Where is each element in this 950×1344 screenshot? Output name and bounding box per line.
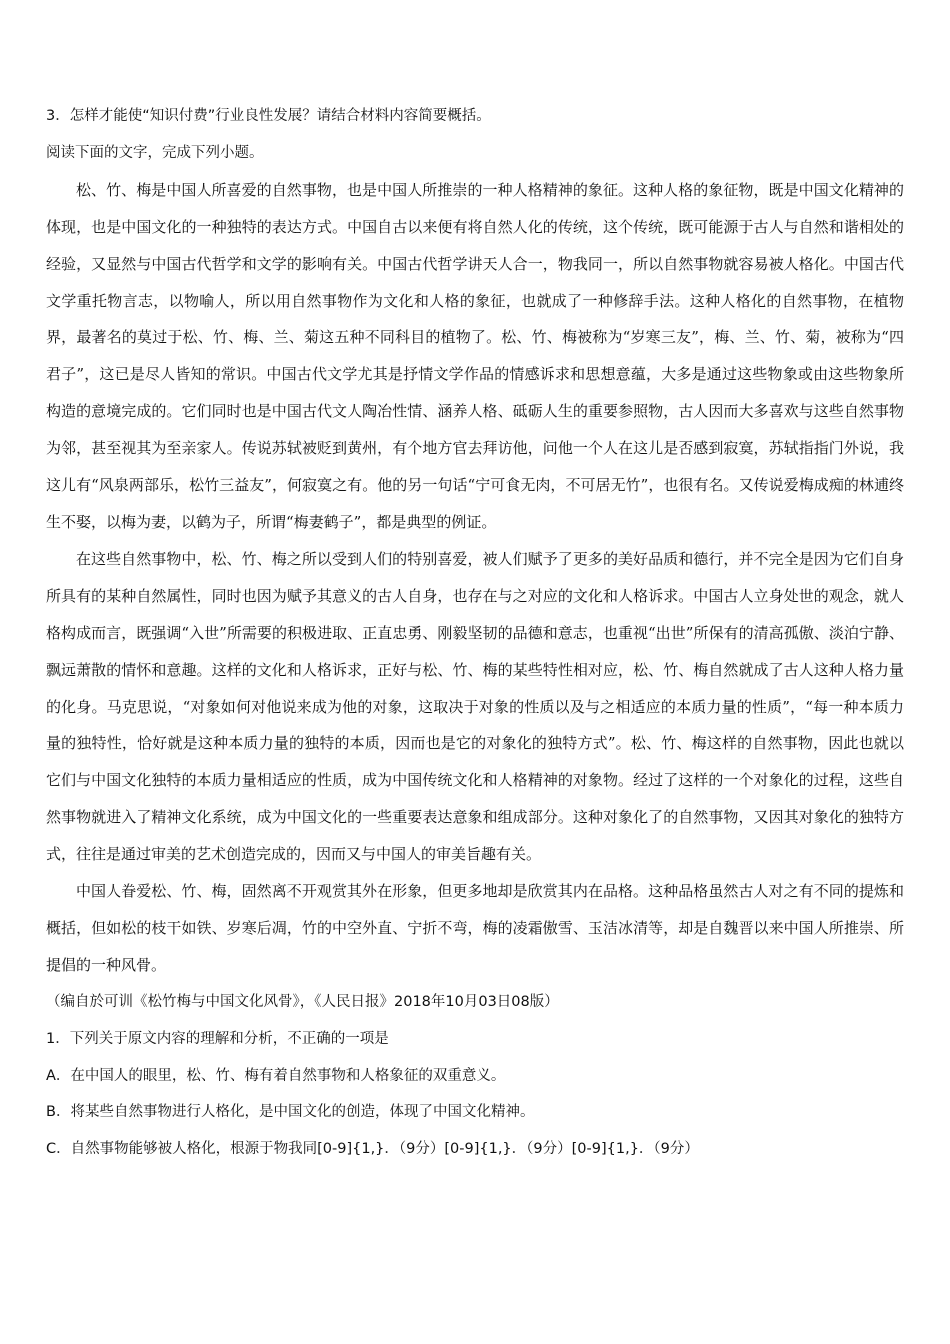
question-3: 3．怎样才能使“知识付费”行业良性发展？请结合材料内容简要概括。 bbox=[46, 108, 491, 124]
question-1-stem: 1．下列关于原文内容的理解和分析，不正确的一项是 bbox=[46, 1030, 389, 1047]
article-source: （编自於可训《松竹梅与中国文化风骨》，《人民日报》2018年10月03日08版） bbox=[46, 993, 559, 1010]
article-paragraph-3: 中国人眷爱松、竹、梅，固然离不开观赏其外在形象，但更多地却是欣赏其内在品格。这种品格虽然古人对之有不同的提炼和概括，但如松的枝干如铁、岁寒后凋，竹的中空外直、宁折不弯，梅的凌霜傲雪、玉洁冰清等，却是自魏晋以来中国人所推崇、所提倡的一种风骨。 bbox=[46, 882, 904, 974]
reading-instruction: 阅读下面的文字，完成下列小题。 bbox=[46, 144, 264, 161]
question-1-option-c: C．自然事物能够被人格化，根源于物我同[0-9]{1,}．（9分）[0-9]{1,}．（9分）[0-9]{1,}．（9分） bbox=[46, 1141, 699, 1158]
article-paragraph-2: 在这些自然事物中，松、竹、梅之所以受到人们的特别喜爱，被人们赋予了更多的美好品质和德行，并不完全是因为它们自身所具有的某种自然属性，同时也因为赋予其意义的古人自身，也存在与之对应的文化和人格诉求。中国古人立身处世的观念，就人格构成而言，既强调“入世”所需要的积极进取、正直忠勇、刚毅坚韧的品德和意志，也重视“出世”所保有的清高孤傲、淡泊宁静、飘远萧散的情怀和意趣。这样的文化和人格诉求，正好与松、竹、梅的某些特性相对应，松、竹、梅自然就成了古人这种人格力量的化身。马克思说，“对象如何对他说来成为他的对象，这取决于对象的性质以及与之相适应的本质力量的性质”，“每一种本质力量的独特性，恰好就是这种本质力量的独特的本质，因而也是它的对象化的独特方式”。松、竹、梅这样的自然事物，因此也就以它们与中国文化独特的本质力量相适应的性质，成为中国传统文化和人格精神的对象物。经过了这样的一个对象化的过程，这些自然事物就进入了精神文化系统，成为中国文化的一些重要表达意象和组成部分。这种对象化了的自然事物，又因其对象化的独特方式，往往是通过审美的艺术创造完成的，因而又与中国人的审美旨趣有关。 bbox=[46, 549, 904, 864]
question-1-option-a: A．在中国人的眼里，松、竹、梅有着自然事物和人格象征的双重意义。 bbox=[46, 1067, 506, 1084]
document-page bbox=[46, 98, 904, 1168]
question-1-option-b: B．将某些自然事物进行人格化，是中国文化的创造，体现了中国文化精神。 bbox=[46, 1104, 535, 1121]
article-paragraph-1: 松、竹、梅是中国人所喜爱的自然事物，也是中国人所推崇的一种人格精神的象征。这种人格的象征物，既是中国文化精神的体现，也是中国文化的一种独特的表达方式。中国自古以来便有将自然人化的传统，这个传统，既可能源于古人与自然和谐相处的经验，又显然与中国古代哲学和文学的影响有关。中国古代哲学讲天人合一，物我同一，所以自然事物就容易被人格化。中国古代文学重托物言志，以物喻人，所以用自然事物作为文化和人格的象征，也就成了一种修辞手法。这种人格化的自然事物，在植物界，最著名的莫过于松、竹、梅、兰、菊这五种不同科目的植物了。松、竹、梅被称为“岁寒三友”，梅、兰、竹、菊，被称为“四君子”，这已是尽人皆知的常识。中国古代文学尤其是抒情文学作品的情感诉求和思想意蕴，大多是通过这些物象或由这些物象所构造的意境完成的。它们同时也是中国古代文人陶冶性情、涵养人格、砥砺人生的重要参照物，古人因而大多喜欢与这些自然事物为邻，甚至视其为至亲家人。传说苏轼被贬到黄州，有个地方官去拜访他，问他一个人在这儿是否感到寂寞，苏轼指指门外说，我这儿有“风泉两部乐，松竹三益友”，何寂寞之有。他的另一句话“宁可食无肉，不可居无竹”，也很有名。又传说爱梅成痴的林逋终生不娶，以梅为妻，以鹤为子，所谓“梅妻鹤子”，都是典型的例证。 bbox=[46, 180, 904, 531]
